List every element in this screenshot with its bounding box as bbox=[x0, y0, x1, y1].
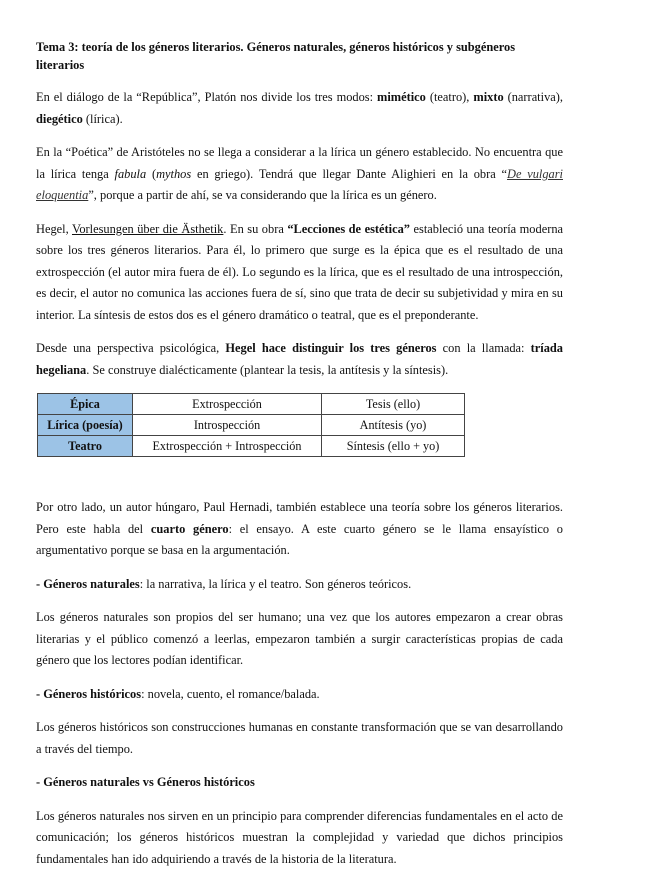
table-cell: Tesis (ello) bbox=[322, 394, 465, 415]
document-page bbox=[36, 38, 563, 882]
text: Desde una perspectiva psicológica, bbox=[36, 341, 226, 355]
text: Hegel, bbox=[36, 221, 72, 236]
text: ( bbox=[146, 166, 157, 181]
triad-table bbox=[37, 393, 465, 457]
text: estableció una teoría moderna sobre los tres géneros literarios. Para él, lo primero que surge es la épica que es el resultado de una extrospección (el autor mira fuera de él). Lo segundo es la lírica, que es el resultado de una introspección, es decir, el autor no comunica las acciones fuera de sí, sino que trata de decir su subjetividad y mira en su interior. La síntesis de estos dos es el género dramático o teatral, que es el preponderante. bbox=[36, 221, 564, 322]
table-cell: Introspección bbox=[133, 415, 322, 436]
table-cell: Antítesis (yo) bbox=[322, 415, 465, 436]
text: (narrativa), bbox=[503, 90, 563, 104]
heading-naturales-vs-historicos: - Géneros naturales vs Géneros históricos bbox=[36, 775, 255, 789]
paragraph-hegel bbox=[36, 219, 563, 327]
text: . En su obra bbox=[223, 221, 288, 236]
term-mixto: mixto bbox=[473, 90, 504, 104]
term-triada: tríada hegeliana bbox=[36, 341, 563, 377]
paragraph-aristoteles bbox=[36, 142, 563, 207]
heading-generos-naturales: - Géneros naturales bbox=[36, 576, 140, 591]
text: : el ensayo. A este cuarto género se le llama ensayístico o argumentativo porque se basa en la argumentación. bbox=[36, 521, 564, 557]
paragraph-hernadi bbox=[36, 497, 563, 562]
text: en griego). Tendrá que llegar Dante Alighieri en la obra “ bbox=[191, 166, 507, 181]
paragraph-historicos-desc: Los géneros históricos son construcciones humanas en constante transformación que se van desarrollando a través del tiempo. bbox=[36, 720, 563, 756]
heading-generos-historicos: - Géneros históricos bbox=[36, 686, 142, 701]
term-lecciones: “Lecciones de estética” bbox=[287, 221, 410, 236]
text: con la llamada: bbox=[436, 341, 531, 355]
text: (teatro), bbox=[425, 90, 474, 104]
term-mimetico: mimético bbox=[377, 90, 426, 104]
text: : novela, cuento, el romance/balada. bbox=[141, 686, 320, 701]
term-cuarto-genero: cuarto género bbox=[150, 521, 229, 536]
paragraph-comparacion: Los géneros naturales nos sirven en un principio para comprender diferencias fundamentales en el acto de comunicación; los géneros históricos muestran la complejidad y variedad que dichos principios fundamentales han ido adquiriendo a través de la historia de la literatura. bbox=[36, 808, 563, 866]
row-label: Teatro bbox=[38, 436, 133, 457]
text: En el diálogo de la “República”, Platón nos divide los tres modos: bbox=[36, 90, 378, 104]
table-row bbox=[38, 394, 465, 415]
paragraph-generos-naturales bbox=[36, 574, 563, 596]
row-label: Lírica (poesía) bbox=[38, 415, 133, 436]
table-cell: Síntesis (ello + yo) bbox=[322, 436, 465, 457]
term-diegetico: diegético bbox=[36, 111, 83, 126]
table-row bbox=[38, 415, 465, 436]
table-cell: Extrospección + Introspección bbox=[133, 436, 322, 457]
table-cell: Extrospección bbox=[133, 394, 322, 415]
document-title: Tema 3: teoría de los géneros literarios. Géneros naturales, géneros históricos y subgéneros literarios bbox=[36, 40, 516, 72]
text: Por otro lado, un autor húngaro, Paul Hernadi, también establece una teoría sobre los géneros literarios. Pero este habla del bbox=[36, 500, 563, 536]
paragraph-generos-historicos bbox=[36, 684, 563, 706]
term-fabula: fabula bbox=[114, 166, 147, 181]
text: . Se construye dialécticamente (plantear la tesis, la antítesis y la síntesis). bbox=[86, 362, 449, 377]
link-de-vulgari-eloquentia[interactable]: De vulgari eloquentia bbox=[36, 166, 563, 202]
row-label: Épica bbox=[38, 394, 133, 415]
term-hegel-distingue: Hegel hace distinguir los tres géneros bbox=[225, 341, 437, 355]
term-mythos: mythos bbox=[156, 166, 192, 181]
paragraph-naturales-desc: Los géneros naturales son propios del ser humano; una vez que los autores empezaron a crear obras literarias y el público comenzó a leerlas, empezaron también a surgir características propias de cada género que los lectores podían identificar. bbox=[36, 610, 563, 667]
text: : la narrativa, la lírica y el teatro. Son géneros teóricos. bbox=[139, 576, 412, 591]
paragraph-triada bbox=[36, 338, 563, 381]
table-row bbox=[38, 436, 465, 457]
paragraph-platon bbox=[36, 87, 563, 130]
text: ”, porque a partir de ahí, se va considerando que la lírica es un género. bbox=[88, 188, 437, 202]
link-vorlesungen[interactable]: Vorlesungen über die Ästhetik bbox=[71, 221, 224, 236]
text: (lírica). bbox=[82, 111, 123, 126]
text: En la “Poética” de Aristóteles no se llega a considerar a la lírica un género establecido. No encuentra que la lírica tenga bbox=[36, 145, 563, 181]
